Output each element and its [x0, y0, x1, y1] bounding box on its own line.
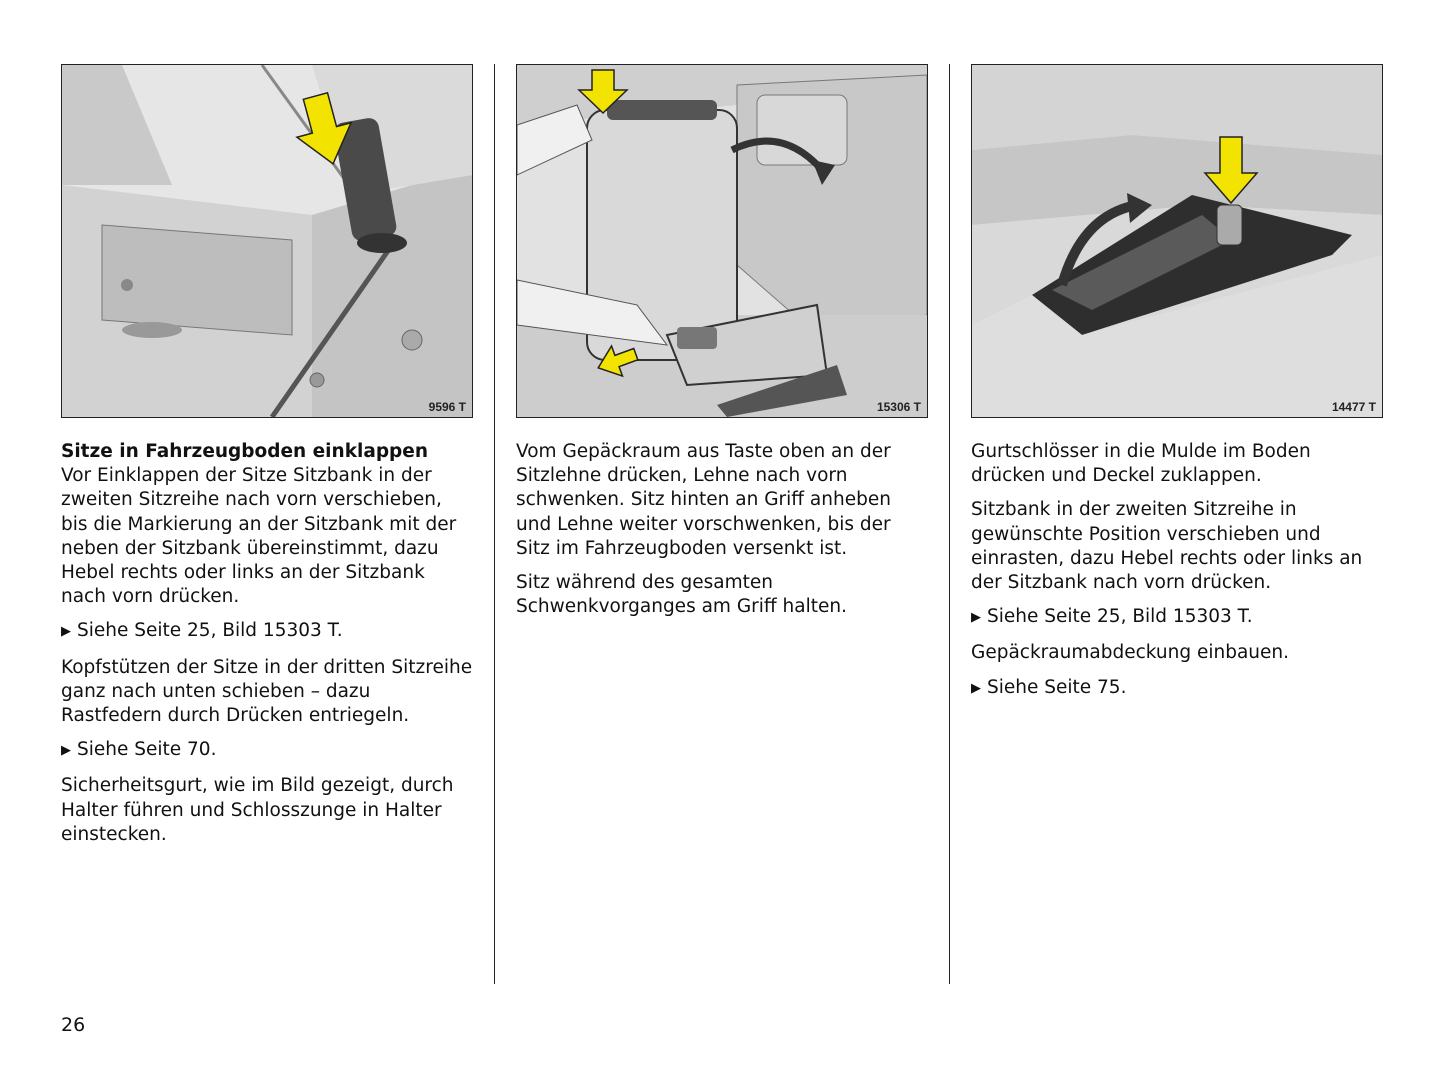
page-reference[interactable]: ▶ Siehe Seite 75. — [971, 676, 1383, 702]
figure-seat-fold — [516, 64, 928, 418]
paragraph-text: Vor Einklappen der Sitze Sitzbank in der zweiten Sitzreihe nach vorn verschieben, bis die Markierung an der Sitzbank mit der neben der Sitzbank übereinstimmt, dazu Hebel rechts oder links an der Sitzbank nach vorn drücken. — [61, 465, 457, 608]
paragraph: Sitzbank in der zweiten Sitzreihe in gewünschte Position verschieben und einrasten, dazu Hebel rechts oder links an der Sitzbank nach vorn drücken. — [971, 499, 1363, 594]
column-3 — [971, 64, 1383, 712]
column-2 — [516, 64, 928, 629]
page-reference[interactable]: ▶ Siehe Seite 70. — [61, 738, 473, 764]
column-3-text — [971, 440, 1383, 702]
page-reference[interactable]: ▶ Siehe Seite 25, Bild 15303 T. — [61, 619, 473, 645]
figure-seatbelt-holder — [61, 64, 473, 418]
paragraph: Sicherheitsgurt, wie im Bild gezeigt, durch Halter führen und Schlosszunge in Halter einstecken. — [61, 775, 454, 845]
paragraph: Kopfstützen der Sitze in der dritten Sitzreihe ganz nach unten schieben – dazu Rastfedern durch Drücken entriegeln. — [61, 656, 473, 727]
figure-code: 14477 T — [1331, 400, 1376, 414]
page-number: 26 — [61, 1014, 86, 1036]
paragraph: Gurtschlösser in die Mulde im Boden drücken und Deckel zuklappen. — [971, 441, 1311, 487]
column-2-text — [516, 440, 928, 619]
seatbelt-holder-illustration — [62, 65, 472, 417]
paragraph: Vom Gepäckraum aus Taste oben an der Sitzlehne drücken, Lehne nach vorn schwenken. Sitz hinten an Griff anheben und Lehne weiter vorschwenken, bis der Sitz im Fahrzeugboden versenkt ist. — [516, 441, 891, 559]
column-1-text — [61, 440, 473, 847]
page-reference[interactable]: ▶ Siehe Seite 25, Bild 15303 T. — [971, 605, 1383, 631]
buckle-recess-illustration — [972, 65, 1382, 417]
seat-fold-illustration — [517, 65, 927, 417]
column-divider — [949, 64, 950, 984]
section-heading: Sitze in Fahrzeugboden einklappen — [61, 441, 429, 462]
paragraph — [61, 440, 473, 609]
figure-code: 15306 T — [876, 400, 921, 414]
figure-buckle-recess — [971, 64, 1383, 418]
paragraph: Gepäckraumabdeckung einbauen. — [971, 642, 1290, 664]
column-1 — [61, 64, 473, 857]
column-divider — [494, 64, 495, 984]
paragraph: Sitz während des gesamten Schwenkvorganges am Griff halten. — [516, 572, 847, 618]
figure-code: 9596 T — [428, 400, 466, 414]
